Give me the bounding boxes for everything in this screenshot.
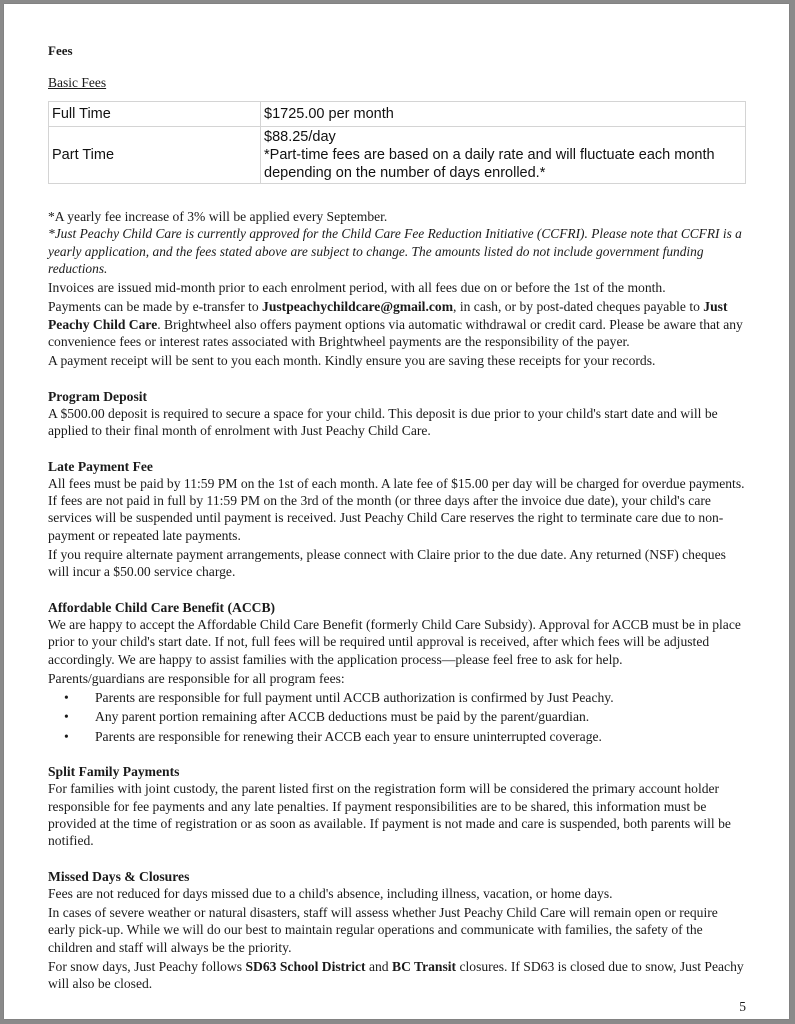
late-payment-text: All fees must be paid by 11:59 PM on the 1st of each month. A late fee of $15.00 per day will be charged for overdue payments. If fees are not paid in full by 11:59 PM on the 3rd of the month (or three days after the invoice due date), your child's care services will be suspended until payment is received. Just Peachy Child Care reserves the right to terminate care due to non-payment or repeated late payments. — [48, 475, 745, 543]
accb-heading: Affordable Child Care Benefit (ACCB) — [48, 599, 276, 615]
document-page — [4, 4, 789, 1019]
page-title: Fees — [48, 43, 73, 58]
list-item-text: Parents are responsible for full payment until ACCB authorization is confirmed by Just Peachy. — [95, 690, 614, 706]
table-row-part-time — [49, 127, 746, 184]
ccfri-note: *Just Peachy Child Care is currently approved for the Child Care Fee Reduction Initiative (CCFRI). Please note that CCFRI is a yearly application, and the fees stated above are subject to change. The amounts listed do not include government funding reductions. — [48, 226, 742, 276]
document-body — [48, 208, 748, 993]
payments-text-start: Payments can be made by e-transfer to — [48, 299, 263, 315]
payments-text — [48, 298, 748, 350]
split-family-heading: Split Family Payments — [48, 764, 180, 780]
missed-days-text: Fees are not reduced for days missed due to a child's absence, including illness, vacation, or home days. — [48, 885, 613, 901]
accb-text-2: Parents/guardians are responsible for all program fees: — [48, 670, 345, 686]
bullet-icon: • — [64, 709, 69, 725]
payments-text-mid: , in cash, or by post-dated cheques payable to — [453, 299, 704, 315]
basic-fees-heading: Basic Fees — [48, 75, 107, 90]
bc-transit-name: BC Transit — [392, 958, 457, 974]
basic-fees-table — [48, 101, 746, 184]
invoices-text: Invoices are issued mid-month prior to each enrolment period, with all fees due on or before the 1st of the month. — [48, 280, 666, 296]
receipt-text: A payment receipt will be sent to you each month. Kindly ensure you are saving these receipts for your records. — [48, 353, 656, 369]
snow-days-text-end: closures. If SD63 is closed due to snow, Just Peachy will also be closed. — [48, 958, 744, 992]
program-deposit-heading: Program Deposit — [48, 388, 148, 404]
snow-days-text-start: For snow days, Just Peachy follows — [48, 958, 246, 974]
fee-label: Part Time — [49, 127, 261, 184]
snow-days-and: and — [365, 958, 392, 974]
accb-text: We are happy to accept the Affordable Child Care Benefit (formerly Child Care Subsidy). Approval for ACCB must be in place prior to your child's start date. If not, full fees will be required until approval is received, after which fees will be adjusted accordingly. We are happy to assist families with the application process—please feel free to ask for help. — [48, 616, 741, 667]
fee-increase-note: *A yearly fee increase of 3% will be applied every September. — [48, 209, 388, 224]
list-item — [48, 689, 748, 706]
bullet-icon: • — [64, 728, 69, 744]
fee-value — [261, 127, 746, 184]
payment-email: Justpeachychildcare@gmail.com — [262, 299, 454, 315]
fee-value-line: $88.25/day — [264, 129, 336, 145]
page-number: 5 — [739, 999, 746, 1014]
bullet-icon: • — [64, 690, 69, 706]
program-deposit-text: A $500.00 deposit is required to secure a space for your child. This deposit is due prior to your child's start date and will be applied to their final month of enrolment with Just Peachy Child Care. — [48, 405, 718, 439]
list-item — [48, 708, 748, 725]
payment-payee: Just Peachy Child Care — [48, 299, 728, 332]
fee-label: Full Time — [49, 102, 261, 127]
missed-days-heading: Missed Days & Closures — [48, 868, 190, 884]
accb-bullet-list — [48, 689, 748, 745]
fee-value-note: *Part-time fees are based on a daily rate and will fluctuate each month depending on the number of days enrolled.* — [264, 147, 715, 181]
list-item — [48, 728, 748, 745]
sd63-name: SD63 School District — [245, 958, 366, 974]
list-item-text: Any parent portion remaining after ACCB deductions must be paid by the parent/guardian. — [95, 709, 590, 725]
snow-days-text — [48, 958, 748, 993]
missed-days-text-2: In cases of severe weather or natural disasters, staff will assess whether Just Peachy Child Care will remain open or require early pick-up. While we will do our best to maintain regular operations and communicate with families, the safety of the children and staff will always be the priority. — [48, 905, 718, 955]
list-item-text: Parents are responsible for renewing their ACCB each year to ensure uninterrupted coverage. — [95, 728, 602, 744]
late-payment-text-2: If you require alternate payment arrangements, please connect with Claire prior to the due date. Any returned (NSF) cheques will incur a $50.00 service charge. — [48, 547, 726, 580]
late-payment-heading: Late Payment Fee — [48, 458, 153, 474]
payments-text-end: . Brightwheel also offers payment options via automatic withdrawal or credit card. Please be aware that any convenience fees or interest rates associated with Brightwheel payments are the responsibility of the payer. — [48, 316, 743, 350]
split-family-text: For families with joint custody, the parent listed first on the registration form will be considered the primary account holder responsible for fee payments and any late penalties. If payment responsibilities are to be shared, this information must be provided at the time of registration or as soon as available. If payment is not made and care is suspended, both parents will be notified. — [48, 781, 731, 849]
fee-value — [261, 102, 746, 127]
fee-value-line: $1725.00 per month — [264, 106, 394, 122]
table-row-full-time — [49, 102, 746, 127]
